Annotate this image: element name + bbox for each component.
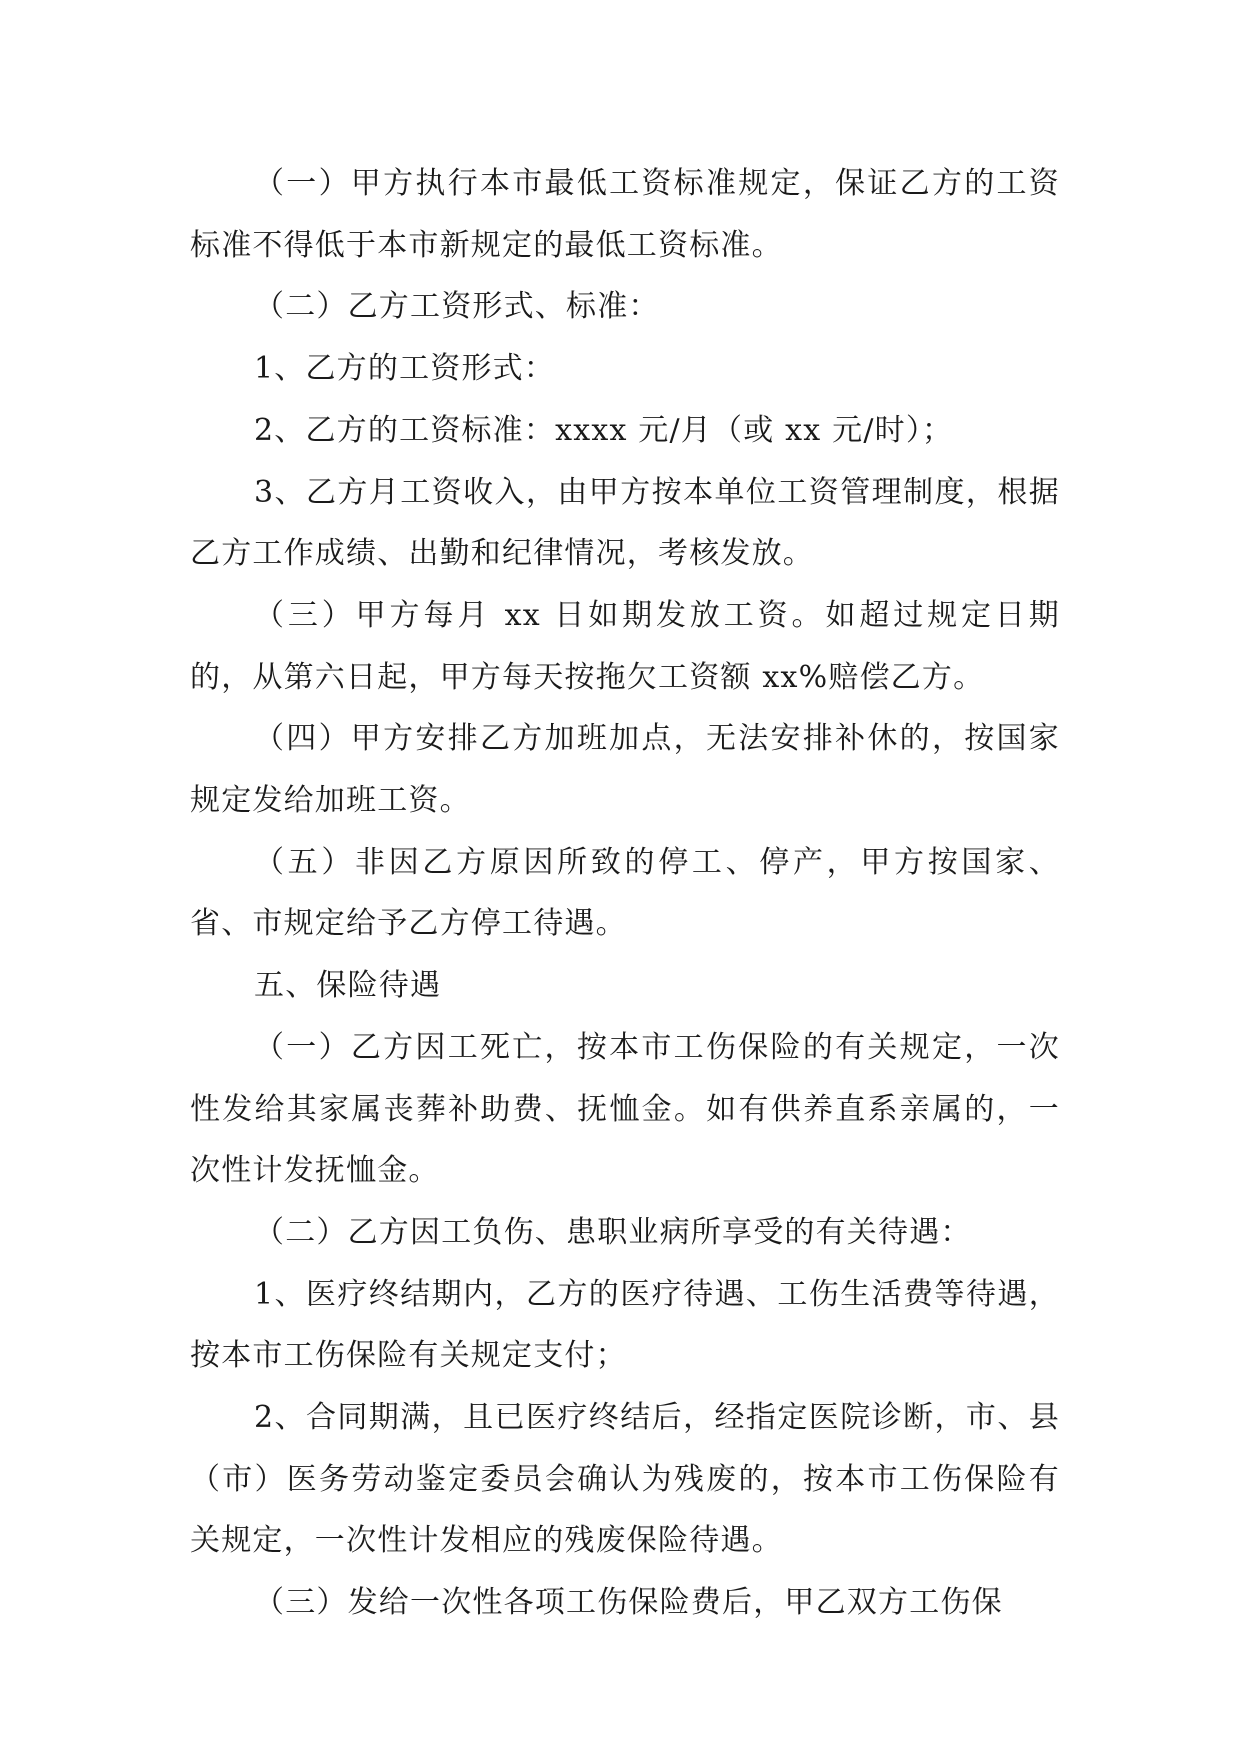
- paragraph-medical-period: 1、医疗终结期内，乙方的医疗待遇、工伤生活费等待遇，按本市工伤保险有关规定支付；: [190, 1276, 1060, 1374]
- paragraph-monthly-income: 3、乙方月工资收入，由甲方按本单位工资管理制度，根据乙方工作成绩、出勤和纪律情况，考核发放。: [190, 474, 1060, 572]
- paragraph-lump-sum: （三）发给一次性各项工伤保险费后，甲乙双方工伤保: [254, 1585, 1003, 1621]
- section-heading-insurance: 五、保险待遇: [254, 968, 442, 1004]
- paragraph-overtime: （四）甲方安排乙方加班加点，无法安排补休的，按国家规定发给加班工资。: [190, 721, 1060, 819]
- body-text: [190, 153, 1060, 1634]
- paragraph-work-stoppage: （五）非因乙方原因所致的停工、停产，甲方按国家、省、市规定给予乙方停工待遇。: [190, 844, 1060, 942]
- paragraph-work-injury-heading: （二）乙方因工负伤、患职业病所享受的有关待遇：: [254, 1214, 972, 1250]
- paragraph-minimum-wage: （一）甲方执行本市最低工资标准规定，保证乙方的工资标准不得低于本市新规定的最低工资标准。: [190, 166, 1060, 263]
- paragraph-pay-date: （三）甲方每月 xx 日如期发放工资。如超过规定日期的，从第六日起，甲方每天按拖欠工资额 xx%赔偿乙方。: [190, 597, 1060, 695]
- paragraph-wage-standard: 2、乙方的工资标准：xxxx 元/月（或 xx 元/时）；: [254, 412, 954, 448]
- paragraph-disability: 2、合同期满，且已医疗终结后，经指定医院诊断，市、县（市）医务劳动鉴定委员会确认为残废的，按本市工伤保险有关规定，一次性计发相应的残废保险待遇。: [190, 1400, 1060, 1559]
- paragraph-wage-form: 1、乙方的工资形式：: [254, 351, 556, 387]
- paragraph-work-death: （一）乙方因工死亡，按本市工伤保险的有关规定，一次性发给其家属丧葬补助费、抚恤金。如有供养直系亲属的，一次性计发抚恤金。: [190, 1029, 1060, 1189]
- paragraph-wage-form-heading: （二）乙方工资形式、标准：: [254, 289, 660, 325]
